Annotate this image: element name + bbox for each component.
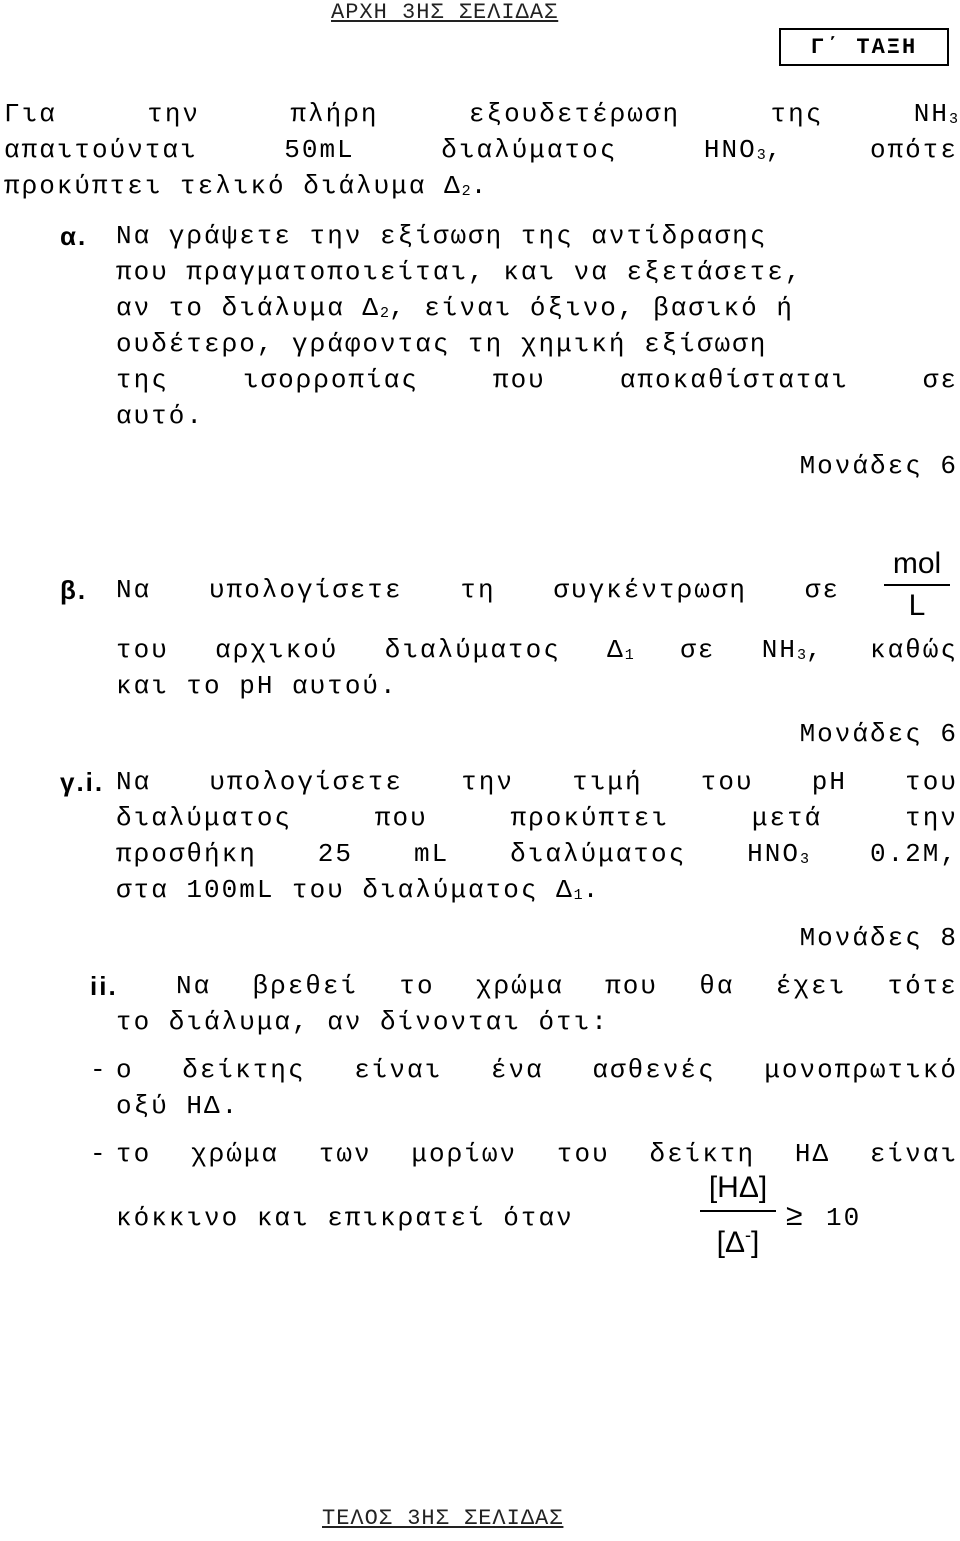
question-d-line-1	[176, 968, 958, 1004]
question-b-marks: Μονάδες 6	[799, 719, 958, 749]
word: των	[318, 1139, 372, 1169]
word: μετά	[751, 803, 823, 833]
word: που	[374, 803, 428, 833]
question-a-line-3: αν το διάλυμα Δ2, είναι όξινο, βασικό ή	[116, 293, 794, 323]
word: 50mL	[284, 135, 355, 165]
question-b-line-2: του αρχικού διαλύματος Δ1 σε NH3, καθώς	[116, 635, 958, 665]
question-a-label: α.	[60, 221, 88, 251]
question-b-line-3: και το pH αυτού.	[116, 671, 398, 701]
question-d-line-2: το διάλυμα, αν δίνονται ότι:	[116, 1007, 609, 1037]
bullet-1-line-1	[116, 1052, 958, 1088]
word: μονοπρωτικό	[764, 1055, 958, 1085]
unit-fraction	[884, 546, 950, 624]
word: διαλύματος	[510, 839, 687, 869]
word: προσθήκη	[116, 839, 257, 869]
question-d-label: ii.	[90, 971, 118, 1001]
word: μορίων	[411, 1139, 518, 1169]
question-a-line-5	[116, 362, 958, 398]
word: 25	[317, 839, 354, 869]
word: δείκτη	[649, 1139, 756, 1169]
word: συγκέντρωση	[553, 575, 748, 605]
word: Για	[4, 99, 57, 129]
word: είναι	[354, 1055, 443, 1085]
formula-hno3: HNO3,	[703, 135, 784, 165]
word: pH	[811, 767, 847, 797]
word: το	[399, 971, 435, 1001]
word: σε	[922, 365, 958, 395]
ratio-threshold: 10	[826, 1203, 862, 1233]
question-c-label: γ.i.	[60, 767, 105, 797]
question-b-label: β.	[60, 575, 88, 605]
word: το	[116, 1139, 152, 1169]
page-end-footer: ΤΕΛΟΣ 3ΗΣ ΣΕΛΙΔΑΣ	[322, 1506, 564, 1531]
word: Να	[176, 971, 212, 1001]
word: της	[116, 365, 169, 395]
question-c-line-2	[116, 800, 958, 836]
question-c-line-1	[116, 764, 958, 800]
word: έχει	[775, 971, 847, 1001]
word: πλήρη	[290, 99, 379, 129]
question-a-line-2: που πραγματοποιείται, και να εξετάσετε,	[116, 257, 803, 287]
word: διαλύματος	[441, 135, 618, 165]
ratio-denominator: [Δ-]	[716, 1225, 760, 1259]
word: τότε	[887, 971, 958, 1001]
word: της	[770, 99, 824, 129]
word: την	[905, 803, 958, 833]
word: του	[905, 767, 958, 797]
formula-nh3: NH3	[913, 99, 958, 129]
word: θα	[699, 971, 735, 1001]
word: την	[461, 767, 515, 797]
question-a-line-6: αυτό.	[116, 401, 205, 431]
class-label-box	[779, 28, 949, 66]
word: σε	[804, 575, 840, 605]
bullet-2-line-2: κόκκινο και επικρατεί όταν	[116, 1203, 574, 1233]
word: του	[700, 767, 754, 797]
page-start-header: ΑΡΧΗ 3ΗΣ ΣΕΛΙΔΑΣ	[331, 0, 559, 25]
word: που	[492, 365, 546, 395]
word: 0.2M,	[869, 839, 958, 869]
question-c-line-4: στα 100mL του διαλύματος Δ1.	[116, 875, 601, 905]
question-c-marks: Μονάδες 8	[799, 923, 958, 953]
word: βρεθεί	[252, 971, 359, 1001]
word: ένα	[490, 1055, 544, 1085]
ratio-fraction	[696, 1168, 780, 1264]
word: Να	[116, 767, 152, 797]
unit-fraction-bar	[884, 584, 950, 586]
word: προκύπτει	[510, 803, 669, 833]
word: που	[605, 971, 659, 1001]
question-a-marks: Μονάδες 6	[799, 451, 958, 481]
bullet-1-line-2: οξύ ΗΔ.	[116, 1091, 240, 1121]
word: ΗΔ	[794, 1139, 831, 1169]
word: Να	[116, 575, 152, 605]
formula-hno3: HNO3	[747, 839, 809, 869]
greater-equal-symbol: ≥	[786, 1199, 805, 1232]
word: διαλύματος	[116, 803, 293, 833]
bullet-1-dash: -	[90, 1055, 108, 1085]
word: του	[556, 1139, 610, 1169]
word: αποκαθίσταται	[619, 365, 849, 395]
question-b-line-1	[116, 572, 840, 608]
word: απαιτούνται	[4, 135, 198, 165]
word: ασθενές	[592, 1055, 716, 1085]
bullet-2-line-1	[116, 1136, 958, 1172]
unit-denominator: L	[908, 589, 926, 622]
word: την	[147, 99, 201, 129]
ratio-numerator: [HΔ]	[708, 1171, 768, 1204]
intro-line-3: προκύπτει τελικό διάλυμα Δ2.	[4, 171, 489, 201]
question-a-line-4: ουδέτερο, γράφοντας τη χημική εξίσωση	[116, 329, 768, 359]
word: υπολογίσετε	[209, 767, 404, 797]
question-a-line-1: Να γράψετε την εξίσωση της αντίδρασης	[116, 221, 768, 251]
word: ισορροπίας	[242, 365, 419, 395]
word: είναι	[869, 1139, 958, 1169]
word: χρώμα	[191, 1139, 280, 1169]
word: mL	[413, 839, 450, 869]
word: εξουδετέρωση	[468, 99, 681, 129]
unit-numerator: mol	[892, 547, 942, 580]
bullet-2-dash: -	[90, 1139, 108, 1169]
word: τιμή	[572, 767, 643, 797]
word: δείκτης	[182, 1055, 306, 1085]
class-label: Γ΄ ΤΑΞΗ	[810, 34, 918, 60]
ratio-fraction-bar	[700, 1210, 776, 1212]
word: υπολογίσετε	[208, 575, 403, 605]
word: οπότε	[869, 135, 958, 165]
word: τη	[460, 575, 496, 605]
word: ο	[116, 1055, 134, 1085]
word: χρώμα	[475, 971, 564, 1001]
